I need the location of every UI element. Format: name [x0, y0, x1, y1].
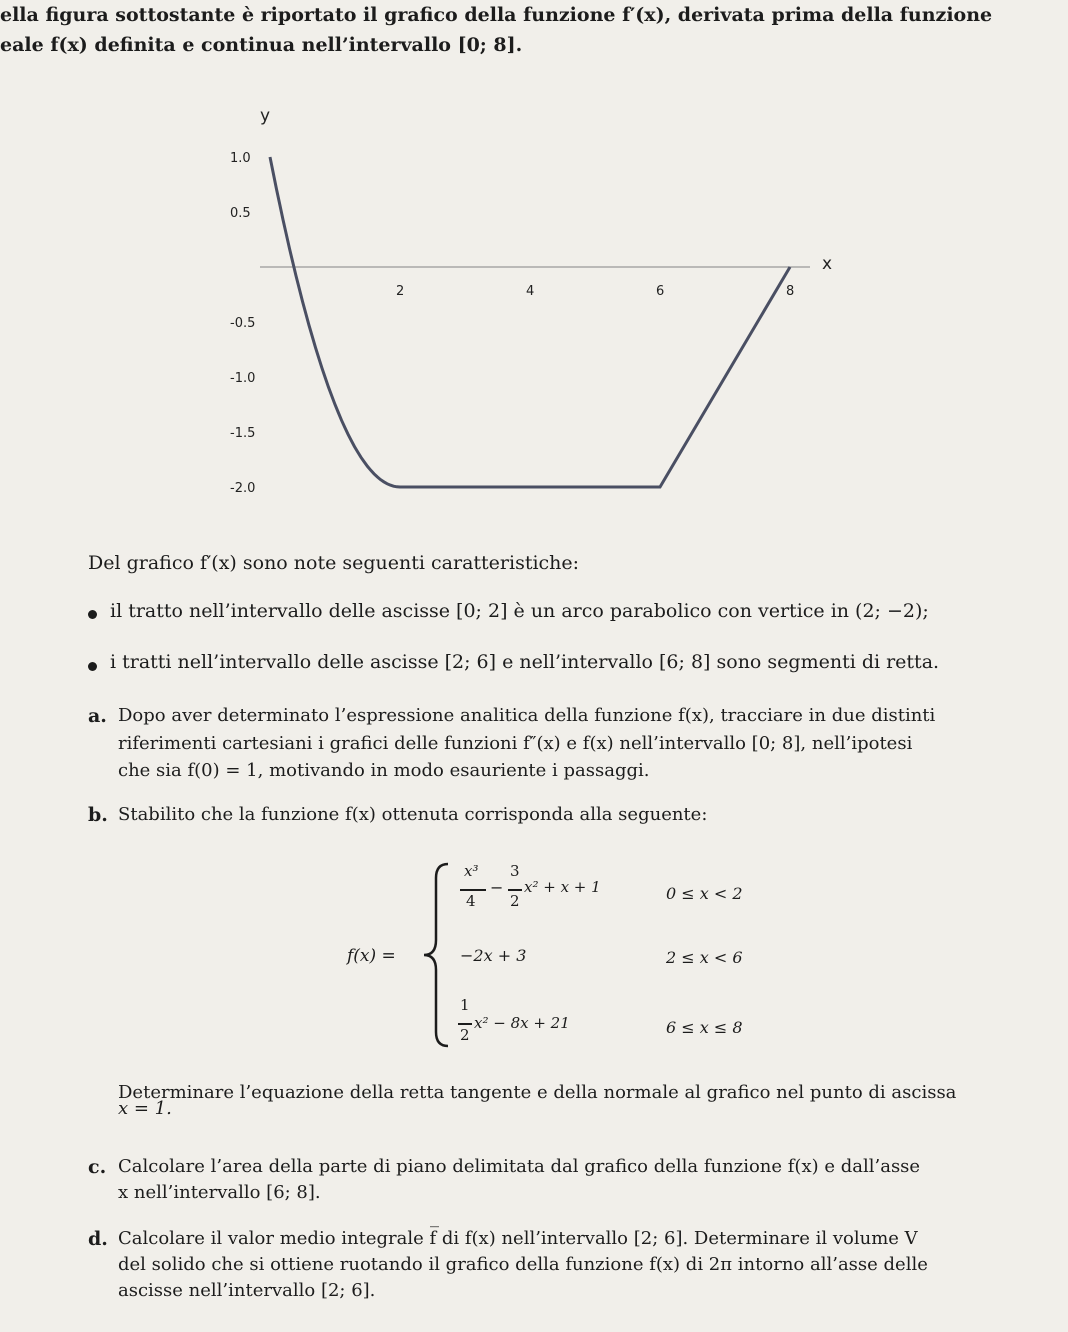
case-1-rest: x² + x + 1 [524, 878, 601, 896]
question-a-label: a. [88, 705, 107, 727]
intro-line-1: ella figura sottostante è riportato il grafico della funzione f′(x), derivata prima della funzione [0, 4, 993, 26]
case-2-condition: 2 ≤ x < 6 [666, 948, 743, 967]
question-b-line-1: Stabilito che la funzione f(x) ottenuta corrisponda alla seguente: [118, 804, 708, 825]
series-line-f′(x) [270, 157, 790, 487]
y-axis-label: y [260, 106, 271, 126]
case-3-frac-num: 1 [460, 996, 470, 1014]
x-tick-label: 8 [786, 284, 795, 299]
case-3-expression [456, 996, 656, 1056]
case-1-frac-b-den: 2 [510, 892, 520, 910]
question-c-line-1: Calcolare l’area della parte di piano delimitata dal grafico della funzione f(x) e dall’asse [118, 1156, 921, 1177]
x-tick-label: 6 [656, 284, 665, 299]
question-b-line-2: Determinare l’equazione della retta tangente e della normale al grafico nel punto di ascissa [118, 1082, 957, 1103]
y-tick-label: -1.5 [230, 426, 256, 441]
question-d-line-1: Calcolare il valor medio integrale f̅ di f(x) nell’intervallo [2; 6]. Determinare il volume V [118, 1228, 918, 1249]
case-3-frac-den: 2 [460, 1026, 470, 1044]
question-a-line-3: che sia f(0) = 1, motivando in modo esauriente i passaggi. [118, 760, 650, 781]
case-1-frac-b-num: 3 [510, 862, 520, 880]
case-2-expression: −2x + 3 [460, 946, 527, 965]
question-b-line-3: x = 1. [118, 1098, 172, 1119]
y-tick-label: 0.5 [230, 206, 251, 221]
characteristic-1: il tratto nell’intervallo delle ascisse [0; 2] è un arco parabolico con vertice in (2; −2); [110, 600, 929, 622]
case-1-minus: − [490, 878, 504, 897]
case-1-frac-a-num: x³ [464, 862, 479, 880]
characteristics-heading: Del grafico f′(x) sono note seguenti caratteristiche: [88, 552, 580, 574]
question-d-line-3: ascisse nell’intervallo [2; 6]. [118, 1280, 376, 1301]
y-tick-label: -0.5 [230, 316, 256, 331]
x-tick-label: 2 [396, 284, 405, 299]
x-axis-label: x [822, 254, 833, 274]
y-tick-label: 1.0 [230, 151, 251, 166]
bullet-dot [88, 610, 97, 619]
characteristic-2: i tratti nell’intervallo delle ascisse [2; 6] e nell’intervallo [6; 8] sono segmenti di retta. [110, 651, 940, 673]
y-tick-label: -1.0 [230, 371, 256, 386]
fraction-bar [460, 889, 486, 891]
formula-lhs: f(x) = [347, 946, 396, 966]
question-b-label: b. [88, 804, 108, 826]
intro-line-2: eale f(x) definita e continua nell’intervallo [0; 8]. [0, 34, 523, 56]
fraction-bar [508, 889, 522, 891]
case-1-expression [456, 862, 656, 922]
left-brace [418, 860, 458, 1050]
question-d-label: d. [88, 1228, 108, 1250]
y-tick-label: -2.0 [230, 481, 256, 496]
case-1-frac-a-den: 4 [466, 892, 476, 910]
question-a-line-2: riferimenti cartesiani i grafici delle funzioni f″(x) e f(x) nell’intervallo [0; 8], nell’ipotesi [118, 733, 913, 754]
question-c-line-2: x nell’intervallo [6; 8]. [118, 1182, 321, 1203]
fraction-bar [458, 1023, 472, 1025]
case-3-condition: 6 ≤ x ≤ 8 [666, 1018, 743, 1037]
bullet-dot [88, 662, 97, 671]
question-a-line-1: Dopo aver determinato l’espressione analitica della funzione f(x), tracciare in due distinti [118, 705, 936, 726]
x-tick-label: 4 [526, 284, 535, 299]
case-1-condition: 0 ≤ x < 2 [666, 884, 743, 903]
derivative-chart [200, 95, 860, 505]
case-3-rest: x² − 8x + 21 [474, 1014, 570, 1032]
question-c-label: c. [88, 1156, 107, 1178]
question-d-line-2: del solido che si ottiene ruotando il grafico della funzione f(x) di 2π intorno all’asse delle [118, 1254, 928, 1275]
